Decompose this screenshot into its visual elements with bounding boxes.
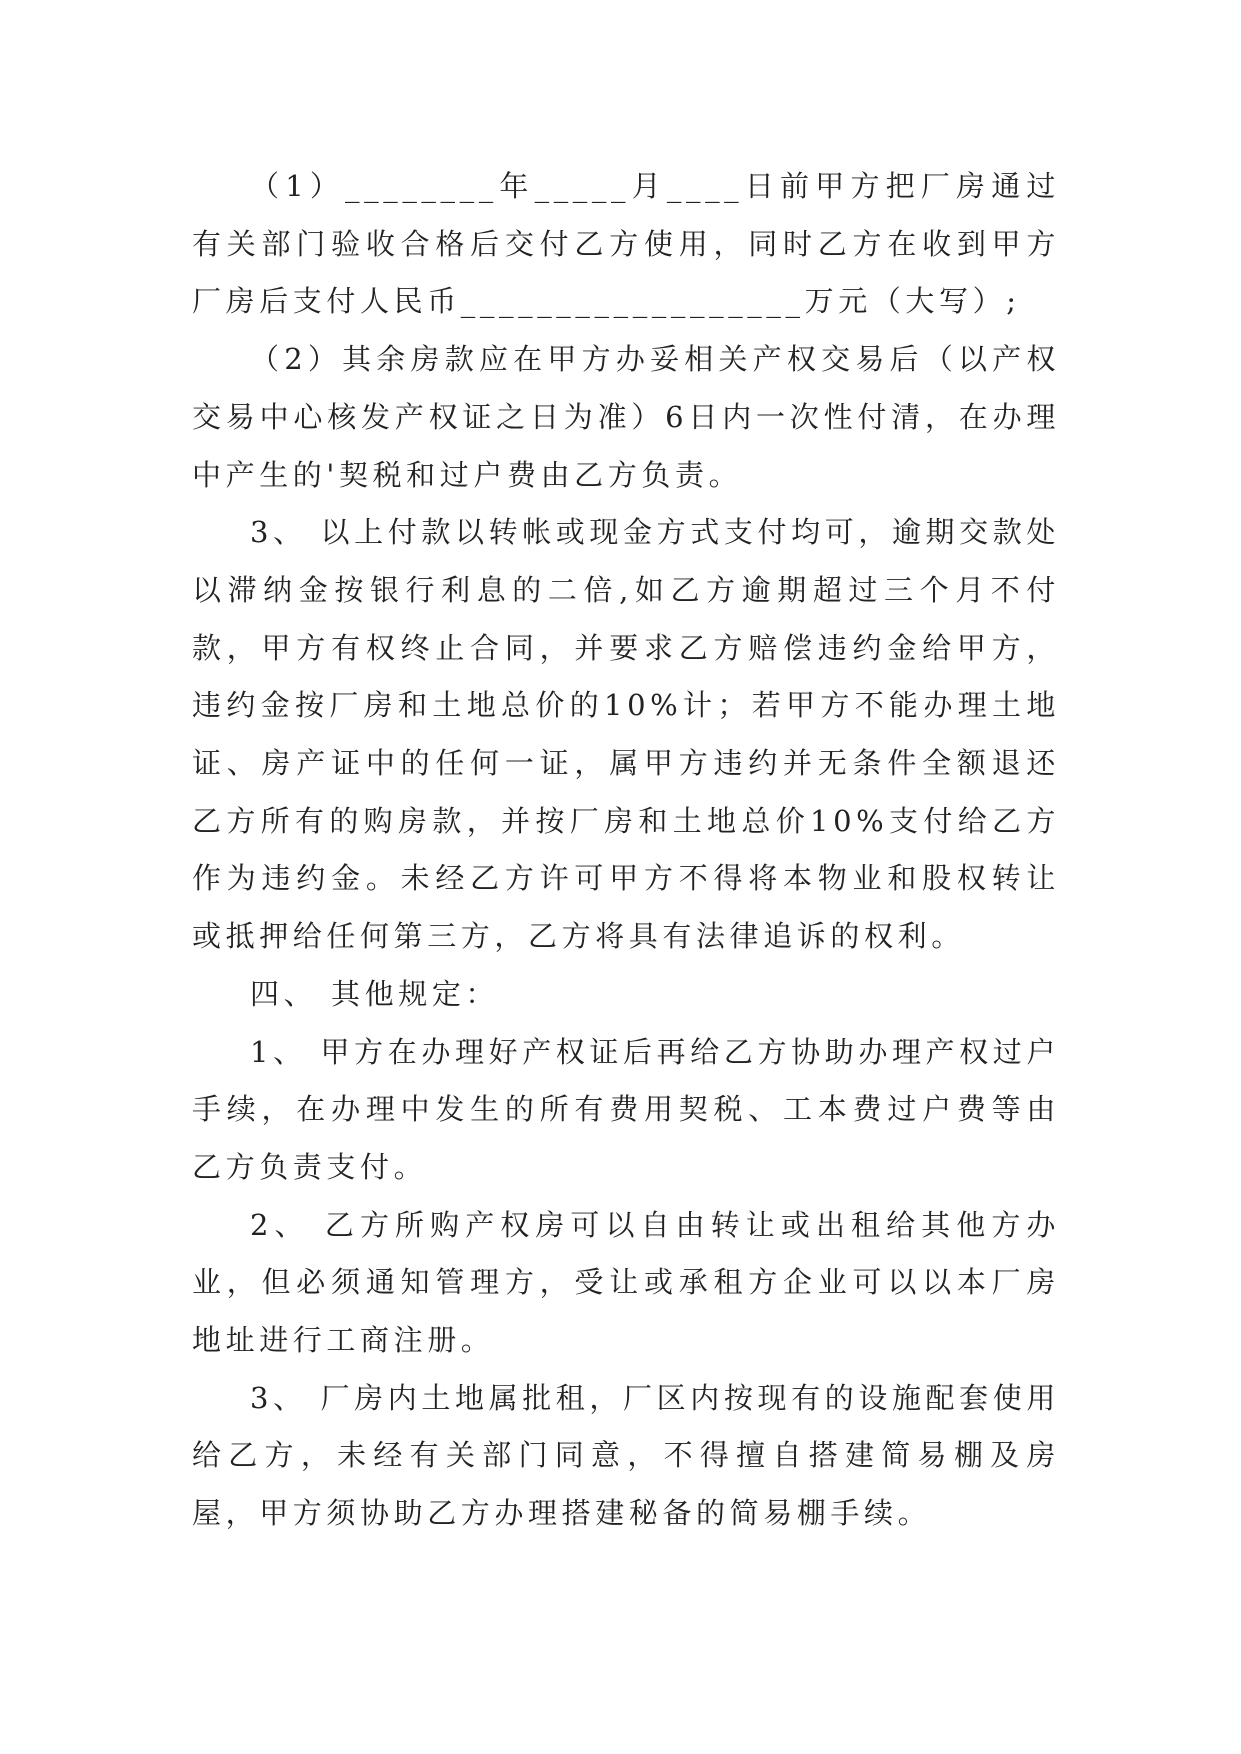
paragraph-rule-2: 2、 乙方所购产权房可以自由转让或出租给其他方办业，但必须通知管理方，受让或承租方企业可以以本厂房地址进行工商注册。	[192, 1207, 1060, 1358]
paragraph-payment-1: （1）________年_____月____日前甲方把厂房通过有关部门验收合格后交付乙方使用，同时乙方在收到甲方厂房后支付人民币__________________万元（大写）;	[192, 169, 1060, 319]
section-heading-other-rules: 四、 其他规定：	[250, 976, 500, 1011]
paragraph-payment-terms: 3、 以上付款以转帐或现金方式支付均可，逾期交款处以滞纳金按银行利息的二倍,如乙方逾期超过三个月不付款，甲方有权终止合同，并要求乙方赔偿违约金给甲方，违约金按厂房和土地总价的10%计；若甲方不能办理土地证、房产证中的任何一证，属甲方违约并无条件全额退还乙方所有的购房款，并按厂房和土地总价10%支付给乙方作为违约金。未经乙方许可甲方不得将本物业和股权转让或抵押给任何第三方，乙方将具有法律追诉的权利。	[192, 515, 1060, 954]
paragraph-rule-1: 1、 甲方在办理好产权证后再给乙方协助办理产权过户手续，在办理中发生的所有费用契税、工本费过户费等由乙方负责支付。	[192, 1034, 1060, 1184]
document-body	[192, 158, 1060, 1543]
paragraph-rule-3: 3、 厂房内土地属批租，厂区内按现有的设施配套使用给乙方，未经有关部门同意，不得擅自搭建简易棚及房屋，甲方须协助乙方办理搭建秘备的简易棚手续。	[192, 1380, 1060, 1531]
paragraph-payment-2: （2）其余房款应在甲方办妥相关产权交易后（以产权交易中心核发产权证之日为准）6日内一次性付清，在办理中产生的'契税和过户费由乙方负责。	[192, 342, 1060, 492]
